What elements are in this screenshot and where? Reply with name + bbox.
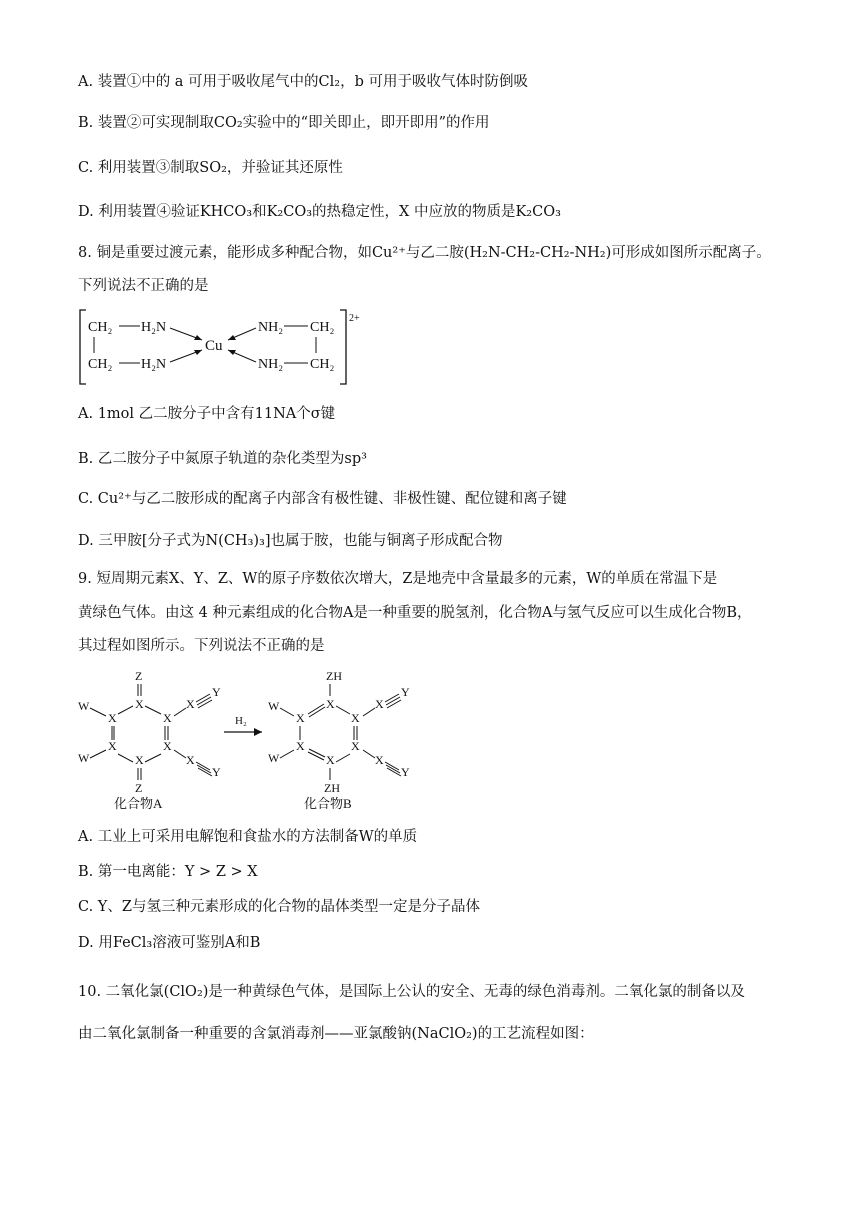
svg-text:X: X: [351, 739, 360, 753]
q9-option-a: A. 工业上可采用电解饱和食盐水的方法制备W的单质: [78, 829, 418, 845]
svg-text:Z: Z: [135, 781, 143, 795]
q7-option-b: B. 装置②可实现制取CO₂实验中的“即关即止，即开即用”的作用: [78, 115, 490, 131]
svg-text:X: X: [186, 697, 195, 711]
svg-text:X: X: [326, 697, 335, 711]
compound-b-structure: [268, 669, 410, 811]
q8-complex-structure-figure: [78, 306, 368, 388]
svg-text:X: X: [135, 753, 144, 767]
q10-stem-line2: 由二氧化氯制备一种重要的含氯消毒剂——亚氯酸钠(NaClO₂)的工艺流程如图：: [78, 1026, 594, 1042]
q9-option-c: C. Y、Z与氢三种元素形成的化合物的晶体类型一定是分子晶体: [78, 899, 480, 915]
svg-text:X: X: [108, 739, 117, 753]
svg-text:X: X: [375, 753, 384, 767]
q7-option-c: C. 利用装置③制取SO₂，并验证其还原性: [78, 160, 343, 176]
ch2-bottom-left: CH₂: [88, 357, 113, 372]
svg-text:X: X: [163, 711, 172, 725]
ch2-top-left: CH₂: [88, 320, 113, 335]
svg-text:X: X: [163, 739, 172, 753]
nh2-bottom: NH₂: [258, 357, 284, 372]
cu-center: Cu: [205, 338, 223, 354]
svg-text:W: W: [268, 751, 280, 765]
compound-a-structure: [78, 669, 221, 811]
svg-text:X: X: [135, 697, 144, 711]
q7-option-a: A. 装置①中的 a 可用于吸收尾气中的Cl₂，b 可用于吸收气体时防倒吸: [78, 74, 528, 90]
ch2-bottom-right: CH₂: [310, 357, 335, 372]
q8-stem-line2: 下列说法不正确的是: [78, 278, 209, 294]
q10-stem-line1: 10. 二氧化氯(ClO₂)是一种黄绿色气体，是国际上公认的安全、无毒的绿色消毒剂。二氧化氯的制备以及: [78, 984, 745, 1000]
q9-reaction-figure: [78, 664, 428, 814]
svg-text:X: X: [186, 753, 195, 767]
nh2-top: NH₂: [258, 320, 284, 335]
q8-option-c: C. Cu²⁺与乙二胺形成的配离子内部含有极性键、非极性键、配位键和离子键: [78, 491, 567, 507]
svg-text:X: X: [296, 711, 305, 725]
svg-text:X: X: [108, 711, 117, 725]
compound-a-caption: 化合物A: [114, 796, 163, 811]
h2n-bottom: H₂N: [141, 357, 167, 372]
svg-text:Z: Z: [135, 669, 143, 683]
q9-option-b: B. 第一电离能：Y > Z > X: [78, 864, 258, 880]
svg-text:Y: Y: [212, 685, 221, 699]
q9-stem-line3: 其过程如图所示。下列说法不正确的是: [78, 638, 325, 654]
q8-option-a: A. 1mol 乙二胺分子中含有11NA个σ键: [78, 406, 336, 422]
svg-text:ZH: ZH: [326, 669, 342, 683]
reaction-h2-label: H₂: [235, 715, 247, 727]
h2n-top: H₂N: [141, 320, 167, 335]
svg-text:W: W: [78, 751, 90, 765]
q8-option-b: B. 乙二胺分子中氮原子轨道的杂化类型为sp³: [78, 451, 367, 467]
q9-stem-line1: 9. 短周期元素X、Y、Z、W的原子序数依次增大，Z是地壳中含量最多的元素，W的单质在常温下是: [78, 571, 718, 587]
svg-text:X: X: [351, 711, 360, 725]
svg-text:Y: Y: [401, 765, 410, 779]
ch2-top-right: CH₂: [310, 320, 335, 335]
complex-charge: 2+: [349, 313, 360, 324]
svg-text:X: X: [326, 753, 335, 767]
q9-option-d: D. 用FeCl₃溶液可鉴别A和B: [78, 935, 261, 951]
svg-text:Y: Y: [212, 765, 221, 779]
svg-text:ZH: ZH: [324, 781, 340, 795]
svg-text:X: X: [296, 739, 305, 753]
q9-stem-line2: 黄绿色气体。由这 4 种元素组成的化合物A是一种重要的脱氢剂，化合物A与氢气反应可以生成化合物B，: [78, 605, 752, 621]
q8-stem-line1: 8. 铜是重要过渡元素，能形成多种配合物，如Cu²⁺与乙二胺(H₂N-CH₂-CH₂-NH₂)可形成如图所示配离子。: [78, 245, 771, 261]
svg-text:W: W: [268, 699, 280, 713]
svg-text:W: W: [78, 699, 90, 713]
q7-option-d: D. 利用装置④验证KHCO₃和K₂CO₃的热稳定性，X 中应放的物质是K₂CO₃: [78, 204, 561, 220]
svg-text:X: X: [375, 697, 384, 711]
q8-option-d: D. 三甲胺[分子式为N(CH₃)₃]也属于胺，也能与铜离子形成配合物: [78, 533, 503, 549]
svg-text:Y: Y: [401, 685, 410, 699]
compound-b-caption: 化合物B: [304, 796, 352, 811]
